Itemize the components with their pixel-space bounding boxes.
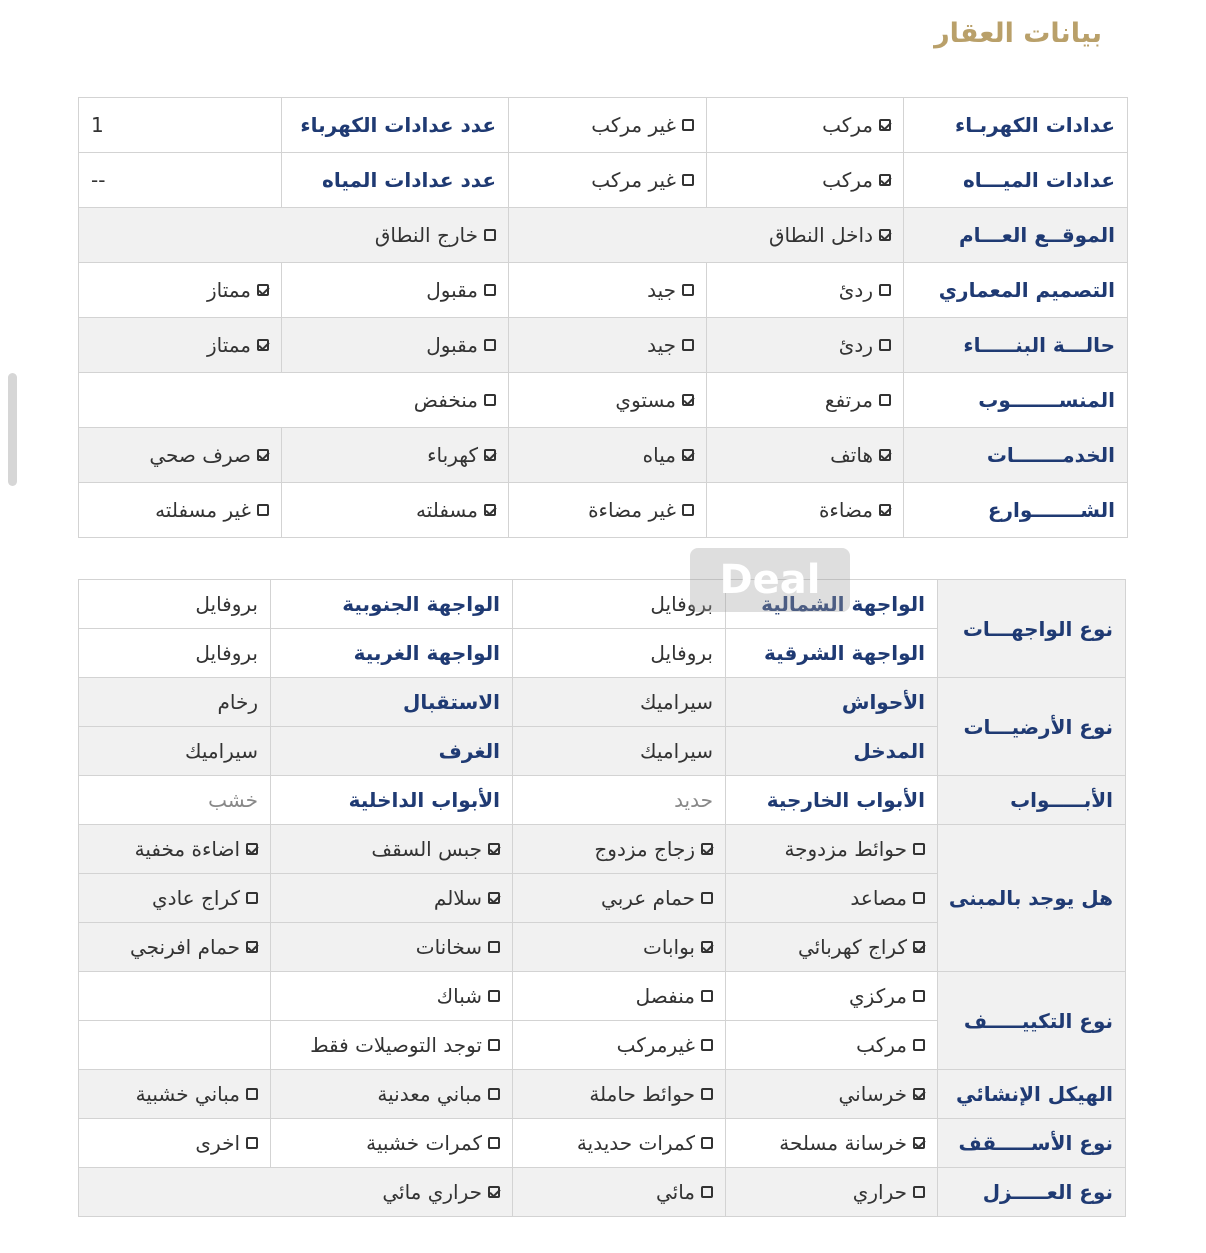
row-label: عدادات الكهربـاء [904,98,1128,153]
checkbox-icon[interactable] [701,941,713,953]
checkbox-icon[interactable] [701,1088,713,1100]
checkbox-icon[interactable] [246,1088,258,1100]
checkbox-icon[interactable] [913,892,925,904]
option-cell[interactable]: خرساني [726,1070,938,1119]
row-label: نوع الأرضيـــات [938,678,1126,776]
checkbox-icon[interactable] [701,843,713,855]
table-row [79,1168,1126,1217]
option-cell[interactable]: جيد [509,318,707,373]
checkbox-icon[interactable] [484,339,496,351]
row-label: التصميم المعماري [904,263,1128,318]
option-cell[interactable]: مائي [513,1168,726,1217]
checkbox-icon[interactable] [879,229,891,241]
checkbox-icon[interactable] [484,504,496,516]
option-cell[interactable]: حوائط حاملة [513,1070,726,1119]
option-cell[interactable]: كهرباء [282,428,509,483]
option-cell[interactable]: جيد [509,263,707,318]
option-cell[interactable]: مركب [726,1021,938,1070]
field-value: بروفايل [513,629,726,678]
table-row [79,483,1128,538]
checkbox-icon[interactable] [879,504,891,516]
checkbox-icon[interactable] [488,1039,500,1051]
option-cell[interactable]: صرف صحي [79,428,282,483]
checkbox-icon[interactable] [913,843,925,855]
row-label: الأبـــــواب [938,776,1126,825]
field-label: الواجهة الشمالية [726,580,938,629]
checkbox-icon[interactable] [682,284,694,296]
field-value: خشب [79,776,271,825]
option-cell[interactable]: هاتف [707,428,904,483]
option-cell[interactable]: خارج النطاق [79,208,509,263]
option-cell[interactable]: حمام افرنجي [79,923,271,972]
checkbox-icon[interactable] [879,284,891,296]
checkbox-icon[interactable] [257,339,269,351]
checkbox-icon[interactable] [488,843,500,855]
row-label: نوع الأســـــقف [938,1119,1126,1168]
field-label: الواجهة الشرقية [726,629,938,678]
option-cell[interactable]: مسفلته [282,483,509,538]
checkbox-icon[interactable] [484,284,496,296]
field-value: بروفايل [79,580,271,629]
option-cell[interactable]: سلالم [271,874,513,923]
row-label: المنســـــــوب [904,373,1128,428]
table-row [79,373,1128,428]
option-cell[interactable]: كمرات خشبية [271,1119,513,1168]
checkbox-icon[interactable] [701,1186,713,1198]
checkbox-icon[interactable] [879,449,891,461]
checkbox-icon[interactable] [913,1186,925,1198]
table-row [79,580,1126,629]
checkbox-icon[interactable] [488,1088,500,1100]
field-label: الأبواب الداخلية [271,776,513,825]
field-value: بروفايل [79,629,271,678]
table-row [79,208,1128,263]
option-cell[interactable]: شباك [271,972,513,1021]
field-value: سيراميك [513,727,726,776]
row-label: هل يوجد بالمبنى [938,825,1126,972]
checkbox-icon[interactable] [682,394,694,406]
option-cell[interactable]: حراري مائي [79,1168,513,1217]
row-label: الشـــــــوارع [904,483,1128,538]
checkbox-icon[interactable] [701,892,713,904]
option-cell[interactable]: غيرمركب [513,1021,726,1070]
option-cell[interactable]: غير مضاءة [509,483,707,538]
table-row [79,972,1126,1021]
option-cell[interactable]: كراج كهربائي [726,923,938,972]
table-row [79,153,1128,208]
table-row [79,263,1128,318]
option-cell[interactable]: جبس السقف [271,825,513,874]
property-basic-table [78,97,1128,538]
scrollbar-thumb[interactable] [8,373,17,486]
checkbox-icon[interactable] [246,1137,258,1149]
field-label: الواجهة الجنوبية [271,580,513,629]
table-row [79,776,1126,825]
checkbox-icon[interactable] [682,119,694,131]
checkbox-icon[interactable] [257,449,269,461]
row-label: الخدمـــــــات [904,428,1128,483]
property-details-table [78,579,1126,1217]
checkbox-icon[interactable] [488,990,500,1002]
checkbox-icon[interactable] [484,394,496,406]
checkbox-icon[interactable] [246,892,258,904]
option-cell[interactable]: زجاج مزدوج [513,825,726,874]
checkbox-icon[interactable] [257,284,269,296]
field-value: بروفايل [513,580,726,629]
checkbox-icon[interactable] [879,174,891,186]
option-cell[interactable]: كمرات حديدية [513,1119,726,1168]
checkbox-icon[interactable] [701,1137,713,1149]
option-cell[interactable]: مصاعد [726,874,938,923]
option-cell[interactable]: ردئ [707,263,904,318]
option-cell[interactable]: حمام عربي [513,874,726,923]
field-value: رخام [79,678,271,727]
option-cell[interactable]: توجد التوصيلات فقط [271,1021,513,1070]
option-cell[interactable]: مرتفع [707,373,904,428]
row-label: الموقــع العـــام [904,208,1128,263]
field-label: الغرف [271,727,513,776]
field-value: حديد [513,776,726,825]
option-cell[interactable]: منفصل [513,972,726,1021]
option-cell[interactable]: داخل النطاق [509,208,904,263]
checkbox-icon[interactable] [879,394,891,406]
checkbox-icon[interactable] [682,504,694,516]
option-cell[interactable]: ممتاز [79,263,282,318]
page-title: بيانات العقار [934,18,1102,49]
checkbox-icon[interactable] [701,1039,713,1051]
option-cell[interactable]: حوائط مزدوجة [726,825,938,874]
option-cell[interactable]: سخانات [271,923,513,972]
checkbox-icon[interactable] [257,504,269,516]
checkbox-icon[interactable] [701,990,713,1002]
table-row [79,428,1128,483]
checkbox-icon[interactable] [488,941,500,953]
option-cell[interactable]: مركب [707,153,904,208]
field-label: الاستقبال [271,678,513,727]
checkbox-icon[interactable] [913,941,925,953]
option-cell[interactable]: مياه [509,428,707,483]
option-cell[interactable]: حراري [726,1168,938,1217]
checkbox-icon[interactable] [488,1186,500,1198]
option-cell[interactable]: مقبول [282,318,509,373]
option-cell[interactable]: ممتاز [79,318,282,373]
sub-value: -- [79,153,282,208]
checkbox-icon[interactable] [913,1137,925,1149]
checkbox-icon[interactable] [682,339,694,351]
sub-label: عدد عدادات الكهرباء [282,98,509,153]
empty-cell [79,1021,271,1070]
field-label: الأبواب الخارجية [726,776,938,825]
checkbox-icon[interactable] [682,449,694,461]
option-cell[interactable]: مستوي [509,373,707,428]
option-cell[interactable]: غير مسفلته [79,483,282,538]
checkbox-icon[interactable] [246,843,258,855]
row-label: حالـــة البنـــــاء [904,318,1128,373]
row-label: نوع التكييـــــف [938,972,1126,1070]
row-label: عدادات الميـــاه [904,153,1128,208]
table-row [79,98,1128,153]
option-cell[interactable]: خرسانة مسلحة [726,1119,938,1168]
row-label: نوع العـــــزل [938,1168,1126,1217]
table-row [79,1119,1126,1168]
row-label: الهيكل الإنشائي [938,1070,1126,1119]
option-cell[interactable]: مضاءة [707,483,904,538]
option-cell[interactable]: غير مركب [509,98,707,153]
option-cell[interactable]: مقبول [282,263,509,318]
table-row [79,318,1128,373]
option-cell[interactable]: غير مركب [509,153,707,208]
checkbox-icon[interactable] [913,990,925,1002]
field-label: الأحواش [726,678,938,727]
option-cell[interactable]: منخفض [79,373,509,428]
table-row [79,825,1126,874]
checkbox-icon[interactable] [913,1088,925,1100]
field-value: سيراميك [513,678,726,727]
option-cell[interactable]: مركزي [726,972,938,1021]
checkbox-icon[interactable] [913,1039,925,1051]
watermark-logo: Deal [690,548,850,612]
option-cell[interactable]: اضاءة مخفية [79,825,271,874]
option-cell[interactable]: مركب [707,98,904,153]
checkbox-icon[interactable] [879,339,891,351]
table-row [79,678,1126,727]
option-cell[interactable]: مباني معدنية [271,1070,513,1119]
checkbox-icon[interactable] [484,449,496,461]
checkbox-icon[interactable] [246,941,258,953]
option-cell[interactable]: اخرى [79,1119,271,1168]
sub-label: عدد عدادات المياه [282,153,509,208]
option-cell[interactable]: كراج عادي [79,874,271,923]
checkbox-icon[interactable] [488,892,500,904]
table-row [79,1070,1126,1119]
field-label: الواجهة الغربية [271,629,513,678]
sub-value: 1 [79,98,282,153]
option-cell[interactable]: ردئ [707,318,904,373]
option-cell[interactable]: مباني خشبية [79,1070,271,1119]
checkbox-icon[interactable] [484,229,496,241]
option-cell[interactable]: بوابات [513,923,726,972]
row-label: نوع الواجهـــات [938,580,1126,678]
field-value: سيراميك [79,727,271,776]
field-label: المدخل [726,727,938,776]
checkbox-icon[interactable] [488,1137,500,1149]
empty-cell [79,972,271,1021]
checkbox-icon[interactable] [879,119,891,131]
checkbox-icon[interactable] [682,174,694,186]
